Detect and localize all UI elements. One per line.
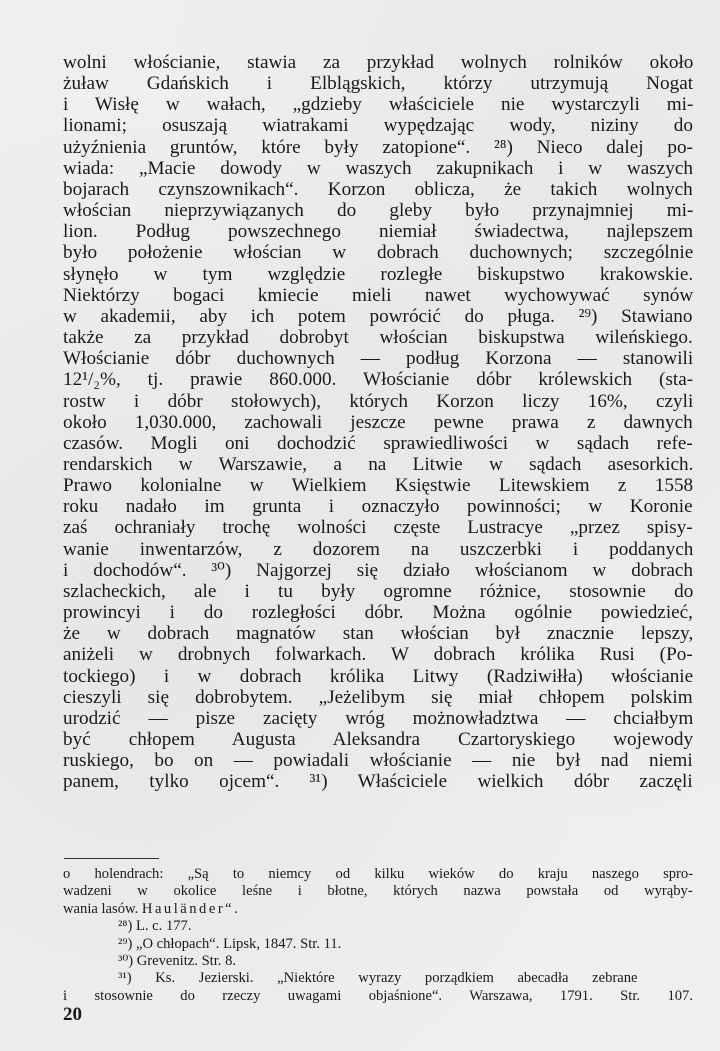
text-line: zaś ochraniały trochę wolności częste Lustracye „przez spisy- xyxy=(63,517,693,539)
text-line: tockiego) i w dobrach królika Litwy (Radziwiłła) włościanie xyxy=(63,665,694,687)
text-line: że w dobrach magnatów stan włościan był znacznie lepszy, xyxy=(63,623,694,645)
text-line: słynęło w tym względzie rozległe biskupstwo krakowskie. xyxy=(63,263,694,285)
text-line: Niektórzy bogaci kmiecie mieli nawet wychowywać synów xyxy=(63,284,694,306)
text-line: rendarskich w Warszawie, a na Litwie w sądach asesorkich. xyxy=(63,453,694,475)
text-line: wolni włościanie, stawia za przykład wolnych rolników około xyxy=(63,52,694,73)
text-line: panem, tylko ojcem“. ³¹) Właściciele wielkich dóbr zaczęli xyxy=(63,771,693,793)
text-line: było położenie włościan w dobrach duchownych; szczególnie xyxy=(63,242,694,264)
footnote-31: ³¹) Ks. Jezierski. „Niektóre wyrazy porządkiem abecadła zebrane xyxy=(118,970,638,987)
footnote-spaced-term: Hauländer“. xyxy=(141,900,241,917)
text-line: włościan nieprzywiązanych do gleby było przynajmniej mi- xyxy=(63,200,694,222)
footnote-line: o holendrach: „Są to niemcy od kilku wieków do kraju naszego spro- xyxy=(63,866,694,882)
footnotes xyxy=(63,866,693,1005)
text-line: żuław Gdańskich i Elblągskich, którzy utrzymują Nogat xyxy=(63,73,694,95)
text-line: aniżeli w drobnych folwarkach. W dobrach królika Rusi (Po- xyxy=(63,644,693,666)
text-line: w akademii, aby ich potem powrócić do pługa. ²⁹) Stawiano xyxy=(63,305,693,327)
text-line: czasów. Mogli oni dochodzić sprawiedliwości w sądach refe- xyxy=(63,432,693,454)
footnote-divider xyxy=(64,858,159,859)
text-line: cieszyli się dobrobytem. „Jeżelibym się miał chłopem polskim xyxy=(63,686,693,708)
footnote-29: ²⁹) „O chłopach“. Lipsk, 1847. Str. 11. xyxy=(118,935,342,952)
text-line: lion. Podług powszechnego niemiał świadectwa, najlepszem xyxy=(63,221,694,243)
text-line: i dochodów“. ³⁰) Najgorzej się działo włościanom w dobrach xyxy=(63,559,694,581)
text-line: urodzić — pisze zacięty wróg możnowładztwa — chciałbym xyxy=(63,707,694,729)
footnote-line xyxy=(63,901,693,918)
text-line: także za przykład dobrobyt włościan biskupstwa wileńskiego. xyxy=(63,327,693,349)
page-number: 20 xyxy=(63,1004,82,1025)
text-line: lionami; osuszają wiatrakami wypędzając wody, niziny do xyxy=(63,115,693,137)
text-line: użyźnienia gruntów, które były zatopione“. ²⁸) Nieco dalej po- xyxy=(63,136,693,158)
text-line: Włościanie dóbr duchownych — podług Korzona — stanowili xyxy=(63,348,694,370)
footnote-28: ²⁸) L. c. 177. xyxy=(118,918,192,935)
main-text xyxy=(63,52,693,792)
text-line: prowincyi i do rozległości dóbr. Można ogólnie powiedzieć, xyxy=(63,602,693,624)
text-line: rostw i dóbr stołowych), których Korzon liczy 16%, czyli xyxy=(63,390,694,412)
text-line: ruskiego, bo on — powiadali włościanie — nie był nad niemi xyxy=(63,750,693,772)
text-line: bojarach czynszownikach“. Korzon oblicza, że takich wolnych xyxy=(63,178,693,200)
text-line: Prawo kolonialne w Wielkiem Księstwie Litewskiem z 1558 xyxy=(63,475,694,497)
text-line: wanie inwentarzów, z dozorem na uszczerbki i poddanych xyxy=(63,538,694,560)
text-line: i Wisłę w wałach, „gdzieby właściciele nie wystarczyli mi- xyxy=(63,94,694,116)
footnote-line: wadzeni w okolice leśne i błotne, których nazwa powstała od wyrąby- xyxy=(63,883,693,900)
text-line: 12¹/₂%, tj. prawie 860.000. Włościanie dóbr królewskich (sta- xyxy=(63,369,694,391)
text-line: wiada: „Macie dowody w waszych zakupnikach i w waszych xyxy=(63,157,693,179)
footnote-text: wania lasów. xyxy=(63,900,139,917)
footnote-line: i stosownie do rzeczy uwagami objaśnione“. Warszawa, 1791. Str. 107. xyxy=(63,987,693,1004)
text-line: być chłopem Augusta Aleksandra Czartoryskiego wojewody xyxy=(63,729,694,750)
text-line: roku nadało im grunta i oznaczyło powinności; w Koronie xyxy=(63,496,693,518)
text-line: szlacheckich, ale i tu były ogromne różnice, stosownie do xyxy=(63,580,694,602)
footnote-30: ³⁰) Grevenitz. Str. 8. xyxy=(118,953,237,970)
text-line: około 1,030.000, zachowali jeszcze pewne prawa z dawnych xyxy=(63,411,693,433)
